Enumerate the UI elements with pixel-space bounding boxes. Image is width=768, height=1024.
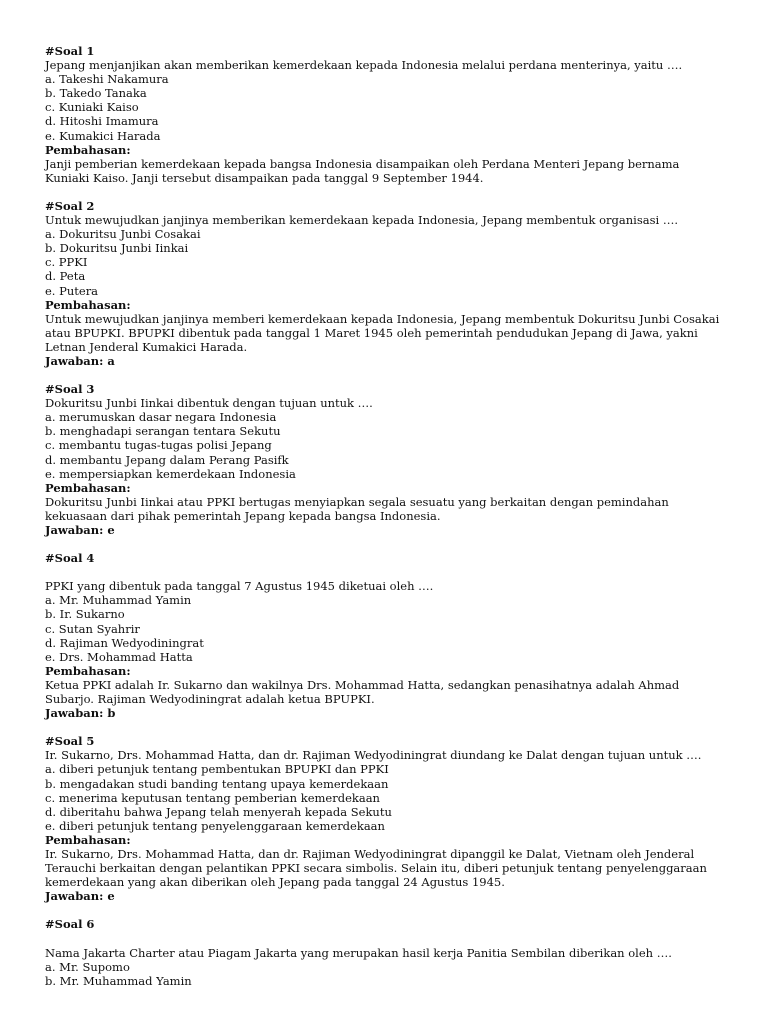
answer: Jawaban: e bbox=[45, 523, 115, 537]
answer: Jawaban: e bbox=[45, 889, 115, 904]
question-5 bbox=[45, 734, 725, 903]
discussion-text: Dokuritsu Junbi Iinkai atau PPKI bertugas menyiapkan segala sesuatu yang berkaitan dengan pemindahan kekuasaan dari pihak pemerintah Jepang kepada bangsa Indonesia. bbox=[45, 494, 669, 523]
document-page bbox=[45, 44, 725, 1002]
question-prompt: PPKI yang dibentuk pada tanggal 7 Agustus 1945 diketuai oleh …. bbox=[45, 579, 434, 594]
discussion-label: Pembahasan: bbox=[45, 480, 131, 495]
option-b: b. mengadakan studi banding tentang upaya kemerdekaan bbox=[45, 776, 389, 791]
option-a: a. diberi petunjuk tentang pembentukan BPUPKI dan PPKI bbox=[45, 762, 389, 777]
option-c: c. PPKI bbox=[45, 255, 88, 270]
question-title: #Soal 1 bbox=[45, 44, 95, 58]
option-b: b. Mr. Muhammad Yamin bbox=[45, 973, 192, 988]
option-a: a. merumuskan dasar negara Indonesia bbox=[45, 410, 277, 425]
option-e: e. Drs. Mohammad Hatta bbox=[45, 649, 193, 664]
blank-line bbox=[45, 931, 725, 945]
option-d: d. Peta bbox=[45, 269, 86, 284]
option-b: b. Takedo Tanaka bbox=[45, 86, 147, 101]
option-d: d. Hitoshi Imamura bbox=[45, 114, 159, 129]
option-d: d. Rajiman Wedyodiningrat bbox=[45, 635, 204, 650]
option-c: c. menerima keputusan tentang pemberian kemerdekaan bbox=[45, 790, 380, 805]
option-d: d. membantu Jepang dalam Perang Pasifk bbox=[45, 452, 289, 467]
discussion-label: Pembahasan: bbox=[45, 297, 131, 312]
option-b: b. Ir. Sukarno bbox=[45, 607, 125, 622]
option-e: e. mempersiapkan kemerdekaan Indonesia bbox=[45, 466, 296, 481]
question-prompt: Ir. Sukarno, Drs. Mohammad Hatta, dan dr. Rajiman Wedyodiningrat diundang ke Dalat dengan tujuan untuk …. bbox=[45, 748, 702, 763]
answer: Jawaban: b bbox=[45, 706, 116, 721]
option-a: a. Mr. Muhammad Yamin bbox=[45, 593, 192, 608]
question-4 bbox=[45, 551, 725, 720]
option-c: c. membantu tugas-tugas polisi Jepang bbox=[45, 438, 272, 453]
option-c: c. Kuniaki Kaiso bbox=[45, 100, 139, 115]
discussion-label: Pembahasan: bbox=[45, 142, 131, 157]
question-title: #Soal 4 bbox=[45, 551, 95, 566]
discussion-text: Ketua PPKI adalah Ir. Sukarno dan wakilnya Drs. Mohammad Hatta, sedangkan penasihatnya adalah Ahmad Subarjo. Rajiman Wedyodiningrat adalah ketua BPUPKI. bbox=[45, 677, 680, 707]
discussion-label: Pembahasan: bbox=[45, 663, 131, 678]
blank-line bbox=[45, 565, 725, 579]
discussion-text: Ir. Sukarno, Drs. Mohammad Hatta, dan dr. Rajiman Wedyodiningrat dipanggil ke Dalat, Vietnam oleh Jenderal Terauchi berkaitan dengan pelantikan PPKI secara simbolis. Selain itu, diberi petunjuk tentang penyelenggaraan kemerdekaan yang akan diberikan oleh Jepang pada tanggal 24 Agustus 1945. bbox=[45, 846, 707, 890]
answer: Jawaban: a bbox=[45, 353, 115, 368]
option-d: d. diberitahu bahwa Jepang telah menyerah kepada Sekutu bbox=[45, 804, 392, 819]
question-title: #Soal 2 bbox=[45, 198, 95, 213]
question-title: #Soal 5 bbox=[45, 734, 95, 749]
option-e: e. Kumakici Harada bbox=[45, 128, 161, 143]
question-prompt: Jepang menjanjikan akan memberikan kemerdekaan kepada Indonesia melalui perdana menterinya, yaitu …. bbox=[45, 58, 683, 73]
question-prompt: Dokuritsu Junbi Iinkai dibentuk dengan tujuan untuk …. bbox=[45, 396, 373, 411]
question-prompt: Untuk mewujudkan janjinya memberikan kemerdekaan kepada Indonesia, Jepang membentuk organisasi …. bbox=[45, 213, 678, 228]
option-a: a. Mr. Supomo bbox=[45, 959, 130, 974]
question-3 bbox=[45, 382, 725, 537]
option-b: b. Dokuritsu Junbi Iinkai bbox=[45, 241, 189, 256]
option-a: a. Dokuritsu Junbi Cosakai bbox=[45, 227, 201, 242]
option-b: b. menghadapi serangan tentara Sekutu bbox=[45, 424, 281, 439]
discussion-label: Pembahasan: bbox=[45, 832, 131, 847]
option-a: a. Takeshi Nakamura bbox=[45, 72, 169, 87]
question-1 bbox=[45, 44, 725, 185]
discussion-text: Janji pemberian kemerdekaan kepada bangsa Indonesia disampaikan oleh Perdana Menteri Jepang bernama Kuniaki Kaiso. Janji tersebut disampaikan pada tanggal 9 September 1944. bbox=[45, 156, 680, 185]
option-e: e. Putera bbox=[45, 283, 99, 298]
question-2 bbox=[45, 199, 725, 368]
question-title: #Soal 3 bbox=[45, 382, 95, 397]
question-title: #Soal 6 bbox=[45, 917, 95, 932]
question-prompt: Nama Jakarta Charter atau Piagam Jakarta yang merupakan hasil kerja Panitia Sembilan diberikan oleh …. bbox=[45, 945, 672, 960]
option-c: c. Sutan Syahrir bbox=[45, 621, 140, 636]
question-6 bbox=[45, 917, 725, 987]
discussion-text: Untuk mewujudkan janjinya memberi kemerdekaan kepada Indonesia, Jepang membentuk Dokuritsu Junbi Cosakai atau BPUPKI. BPUPKI dibentuk pada tanggal 1 Maret 1945 oleh pemerintah pendudukan Jepang di Jawa, yakni Letnan Jenderal Kumakici Harada. bbox=[45, 311, 720, 354]
option-e: e. diberi petunjuk tentang penyelenggaraan kemerdekaan bbox=[45, 818, 385, 833]
